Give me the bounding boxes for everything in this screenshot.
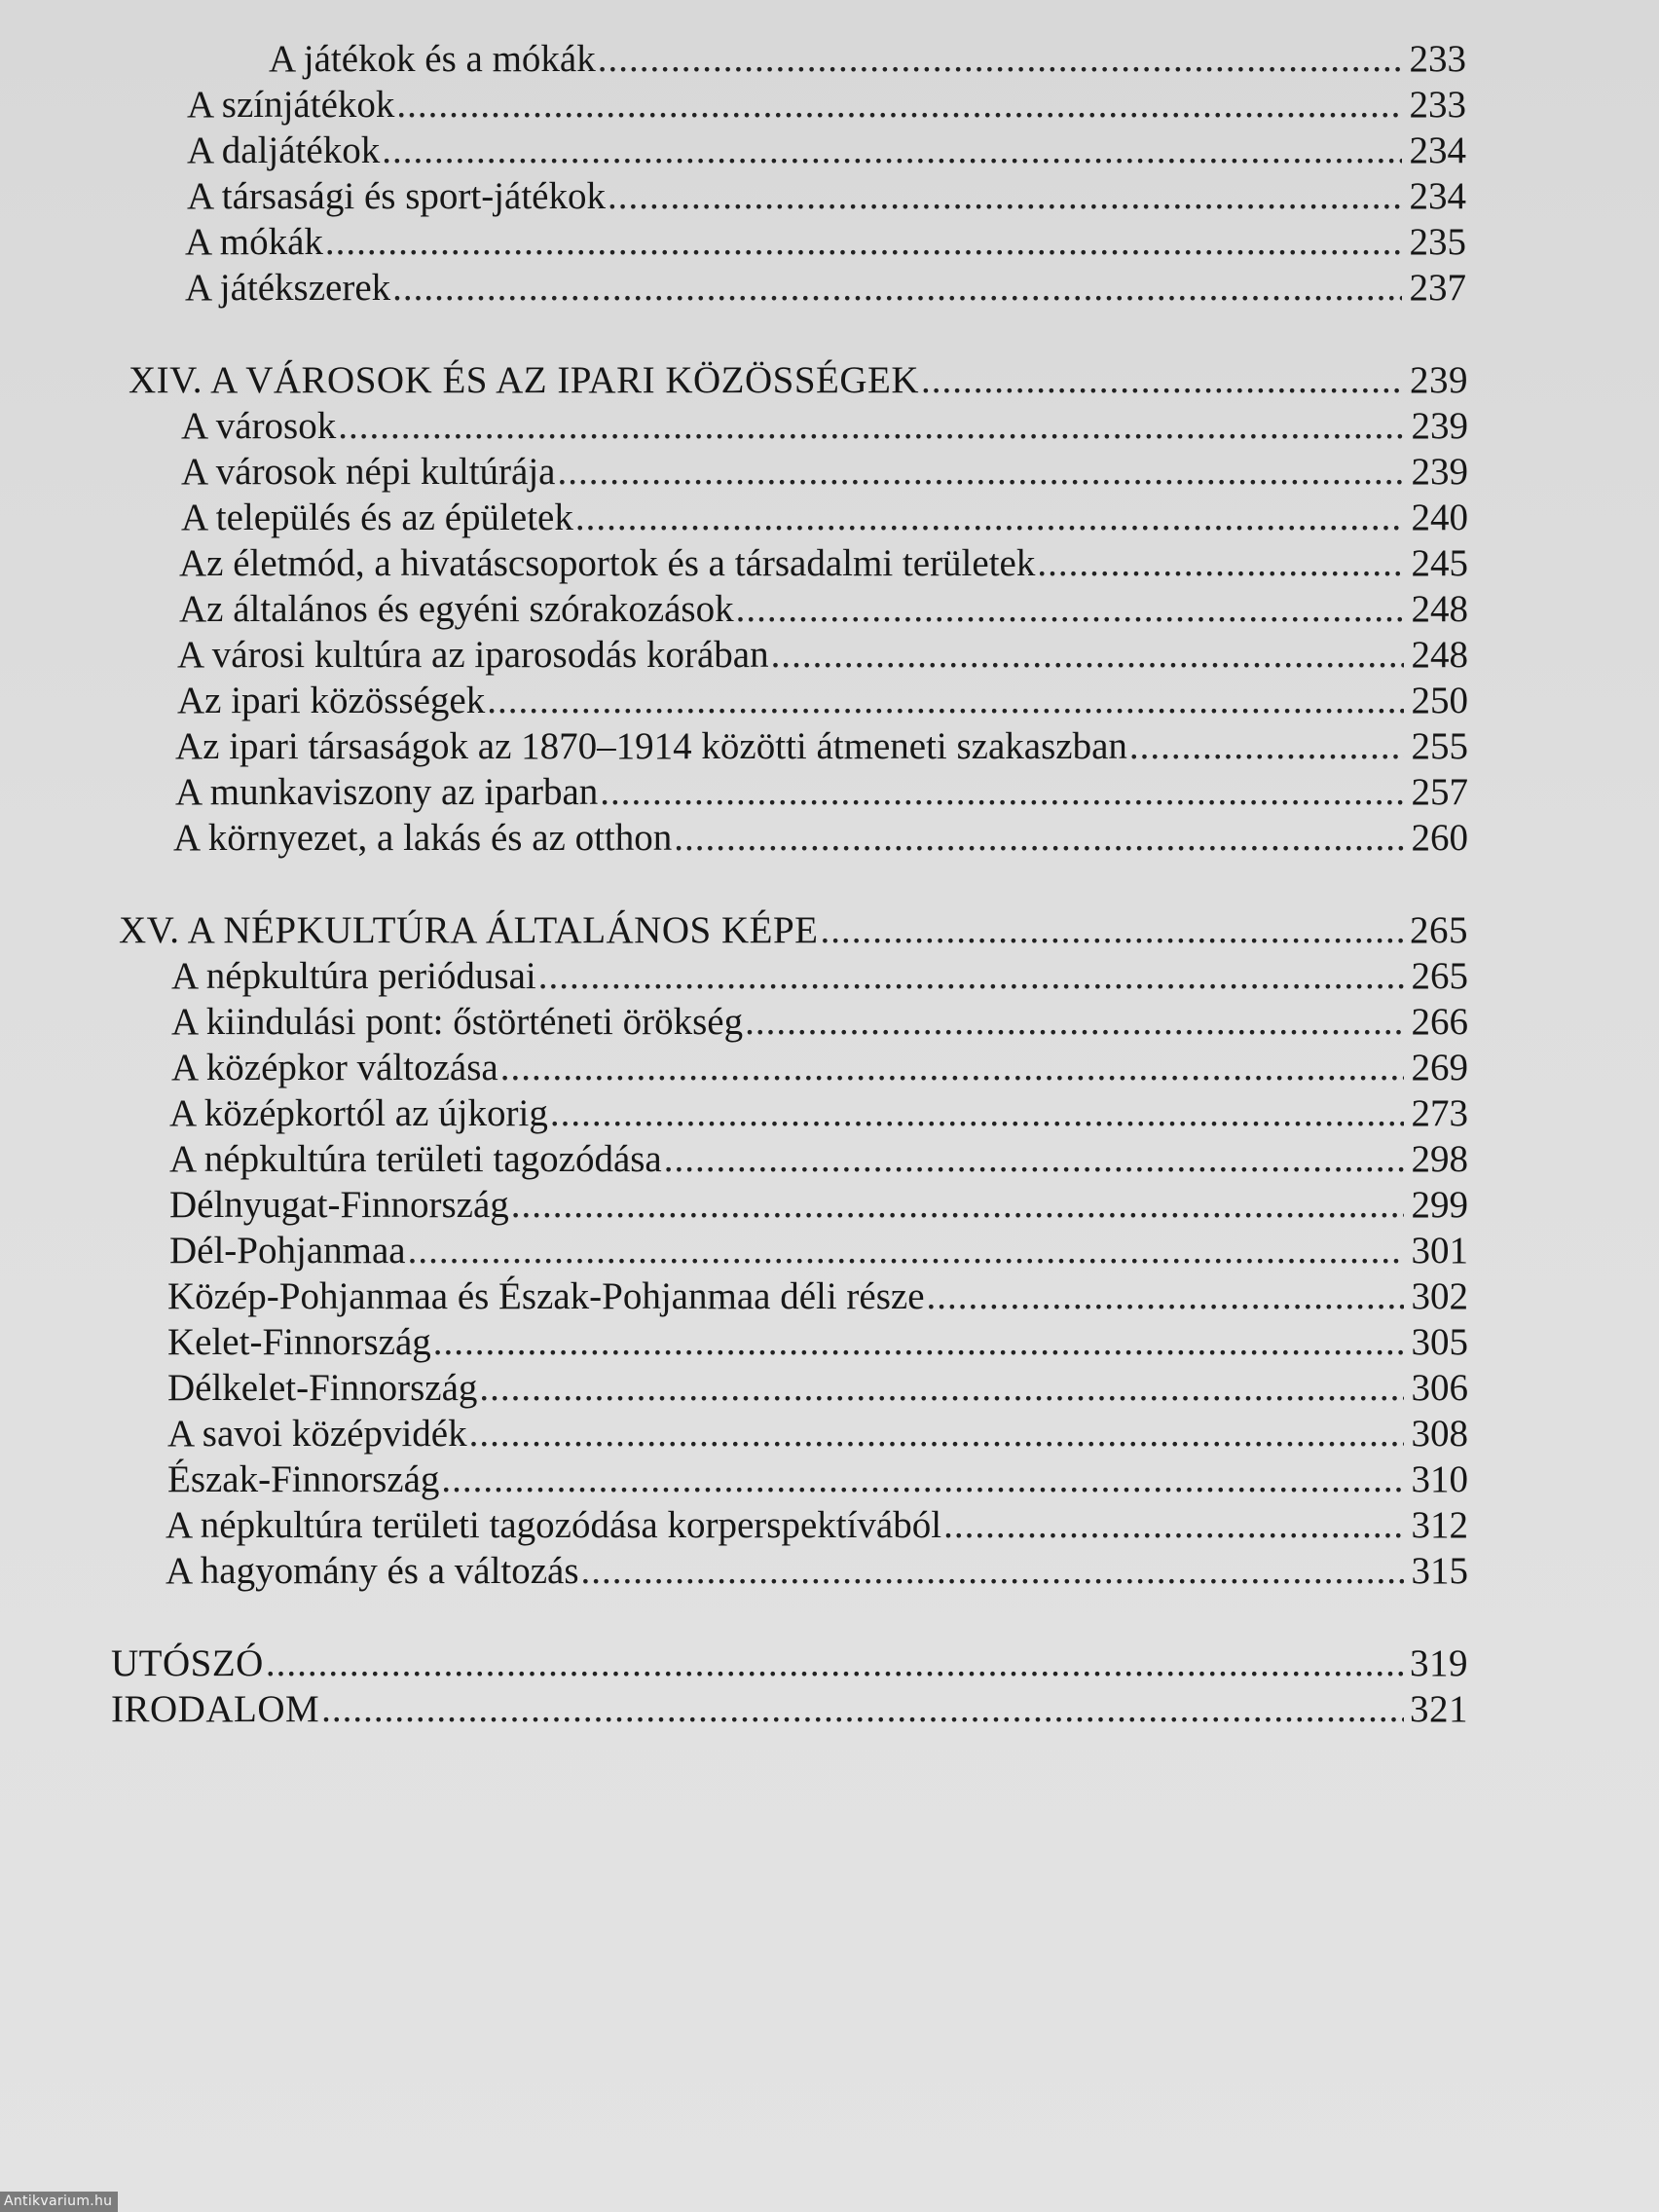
toc-entry-title: A játékok és a mókák	[269, 38, 596, 80]
toc-entry	[175, 770, 1468, 815]
toc-entry-page: 315	[1411, 1550, 1468, 1592]
dot-leader	[581, 1549, 1404, 1594]
toc-entry	[171, 1000, 1468, 1045]
toc-entry-title: Délkelet-Finnország	[167, 1367, 478, 1409]
toc-entry-title: A munkaviszony az iparban	[175, 771, 599, 813]
toc-entry-title: A középkor változása	[171, 1047, 498, 1088]
toc-entry-page: 269	[1411, 1047, 1468, 1088]
toc-entry	[167, 1412, 1468, 1456]
toc-entry-page: 265	[1410, 909, 1468, 951]
dot-leader	[664, 1137, 1404, 1182]
toc-entry-title: Dél-Pohjanmaa	[169, 1230, 406, 1272]
dot-leader	[266, 1641, 1404, 1686]
dot-leader	[538, 954, 1404, 999]
toc-entry	[167, 1274, 1468, 1319]
toc-entry-title: A hagyomány és a változás	[166, 1550, 579, 1592]
dot-leader	[674, 816, 1404, 861]
dot-leader	[469, 1412, 1404, 1456]
toc-entry-page: 240	[1411, 497, 1468, 538]
toc-entry	[177, 633, 1468, 678]
dot-leader	[550, 1091, 1404, 1136]
dot-leader	[321, 1687, 1404, 1732]
dot-leader	[558, 450, 1405, 495]
dot-leader	[736, 587, 1404, 632]
toc-entry	[166, 1503, 1468, 1548]
toc-entry-page: 248	[1411, 634, 1468, 676]
toc-entry-page: 319	[1410, 1642, 1468, 1684]
toc-entry	[166, 1549, 1468, 1594]
dot-leader	[1037, 541, 1404, 586]
dot-leader	[392, 266, 1402, 311]
toc-entry	[171, 954, 1468, 999]
toc-entry-page: 233	[1409, 84, 1466, 126]
toc-entry-title: A városok	[181, 405, 337, 447]
toc-entry	[185, 220, 1466, 265]
toc-entry-title: Az életmód, a hivatáscsoportok és a társadalmi területek	[179, 542, 1036, 584]
watermark-label: Antikvarium.hu	[0, 2192, 118, 2212]
toc-entry-title: A savoi középvidék	[167, 1413, 467, 1455]
toc-entry-title: A népkultúra periódusai	[171, 955, 536, 997]
toc-entry-title: A mókák	[185, 221, 323, 263]
dot-leader	[479, 1366, 1404, 1411]
toc-entry-title: A társasági és sport-játékok	[187, 175, 606, 217]
toc-chapter-title: UTÓSZÓ	[111, 1642, 264, 1684]
toc-entry-title: A színjátékok	[187, 84, 395, 126]
toc-entry-page: 257	[1411, 771, 1468, 813]
toc-entry-page: 239	[1411, 405, 1468, 447]
toc-entry-title: A népkultúra területi tagozódása korperspektívából	[166, 1504, 942, 1546]
toc-entry-title: Az általános és egyéni szórakozások	[179, 588, 734, 630]
toc-entry-page: 235	[1409, 221, 1466, 263]
toc-entry-title: Az ipari közösségek	[177, 680, 486, 721]
toc-entry	[187, 174, 1466, 219]
toc-entry-page: 233	[1409, 38, 1466, 80]
toc-entry-title: Közép-Pohjanmaa és Észak-Pohjanmaa déli része	[167, 1275, 925, 1317]
dot-leader	[820, 908, 1404, 953]
toc-entry-page: 312	[1411, 1504, 1468, 1546]
toc-entry	[173, 816, 1468, 861]
dot-leader	[927, 1274, 1404, 1319]
toc-entry-page: 260	[1411, 817, 1468, 859]
toc-chapter	[119, 908, 1468, 953]
toc-entry-title: Észak-Finnország	[167, 1458, 440, 1500]
toc-entry-title: A népkultúra területi tagozódása	[169, 1138, 662, 1180]
toc-chapter	[111, 1641, 1468, 1686]
toc-entry-page: 234	[1409, 129, 1466, 171]
toc-entry-title: A környezet, a lakás és az otthon	[173, 817, 673, 859]
dot-leader	[511, 1183, 1404, 1228]
toc-entry-page: 298	[1411, 1138, 1468, 1180]
toc-entry	[169, 1137, 1468, 1182]
toc-entry-page: 302	[1411, 1275, 1468, 1317]
toc-entry-page: 321	[1410, 1688, 1468, 1730]
toc-entry	[187, 83, 1466, 128]
dot-leader	[943, 1503, 1404, 1548]
dot-leader	[396, 83, 1402, 128]
dot-leader	[325, 220, 1402, 265]
toc-entry-page: 299	[1411, 1184, 1468, 1226]
toc-entry	[171, 1046, 1468, 1090]
toc-entry	[185, 266, 1466, 311]
toc-entry	[179, 541, 1468, 586]
toc-entry	[187, 129, 1466, 173]
toc-entry-page: 248	[1411, 588, 1468, 630]
dot-leader	[771, 633, 1404, 678]
toc-entry-title: A középkortól az újkorig	[169, 1092, 548, 1134]
toc-entry-page: 234	[1409, 175, 1466, 217]
toc-entry	[175, 724, 1468, 769]
toc-entry-page: 266	[1411, 1001, 1468, 1043]
toc-entry-title: A kiindulási pont: őstörténeti örökség	[171, 1001, 744, 1043]
toc-entry-page: 239	[1410, 359, 1468, 401]
toc-entry-title: A városi kultúra az iparosodás korában	[177, 634, 769, 676]
toc-entry	[181, 450, 1468, 495]
toc-entry	[181, 496, 1468, 540]
toc-entry	[169, 1229, 1468, 1273]
toc-entry-title: A daljátékok	[187, 129, 381, 171]
dot-leader	[441, 1457, 1404, 1502]
dot-leader	[1129, 724, 1404, 769]
toc-entry	[169, 1183, 1468, 1228]
toc-entry	[167, 1457, 1468, 1502]
toc-chapter-title: XIV. A VÁROSOK ÉS AZ IPARI KÖZÖSSÉGEK	[129, 359, 920, 401]
dot-leader	[487, 679, 1404, 723]
toc-entry-title: A játékszerek	[185, 267, 391, 309]
toc-chapter	[129, 358, 1468, 403]
toc-entry-title: Délnyugat-Finnország	[169, 1184, 509, 1226]
dot-leader	[921, 358, 1404, 403]
dot-leader	[608, 174, 1402, 219]
toc-entry-page: 305	[1411, 1321, 1468, 1363]
dot-leader	[600, 770, 1404, 815]
dot-leader	[382, 129, 1402, 173]
toc-entry-page: 245	[1411, 542, 1468, 584]
toc-entry-page: 255	[1411, 725, 1468, 767]
toc-entry-title: Kelet-Finnország	[167, 1321, 431, 1363]
toc-entry-page: 273	[1411, 1092, 1468, 1134]
toc-entry-page: 301	[1411, 1230, 1468, 1272]
toc-entry-title: Az ipari társaságok az 1870–1914 közötti átmeneti szakaszban	[175, 725, 1127, 767]
toc-entry-title: A település és az épületek	[181, 497, 573, 538]
toc-entry-title: A városok népi kultúrája	[181, 451, 556, 493]
toc-entry-page: 310	[1411, 1458, 1468, 1500]
toc-chapter-title: XV. A NÉPKULTÚRA ÁLTALÁNOS KÉPE	[119, 909, 819, 951]
toc-entry	[269, 37, 1466, 82]
toc-entry	[177, 679, 1468, 723]
toc-entry-page: 237	[1409, 267, 1466, 309]
toc-chapter-title: IRODALOM	[111, 1688, 320, 1730]
dot-leader	[575, 496, 1404, 540]
toc-entry-page: 239	[1411, 451, 1468, 493]
toc-entry-page: 306	[1411, 1367, 1468, 1409]
toc-entry	[179, 587, 1468, 632]
toc-entry	[167, 1320, 1468, 1365]
toc-entry	[169, 1091, 1468, 1136]
dot-leader	[338, 404, 1404, 449]
dot-leader	[500, 1046, 1404, 1090]
toc-entry	[181, 404, 1468, 449]
dot-leader	[598, 37, 1402, 82]
toc-entry-page: 308	[1411, 1413, 1468, 1455]
toc-entry	[167, 1366, 1468, 1411]
toc-entry-page: 265	[1411, 955, 1468, 997]
dot-leader	[433, 1320, 1404, 1365]
dot-leader	[745, 1000, 1404, 1045]
toc-entry-page: 250	[1411, 680, 1468, 721]
dot-leader	[408, 1229, 1404, 1273]
toc-chapter	[111, 1687, 1468, 1732]
